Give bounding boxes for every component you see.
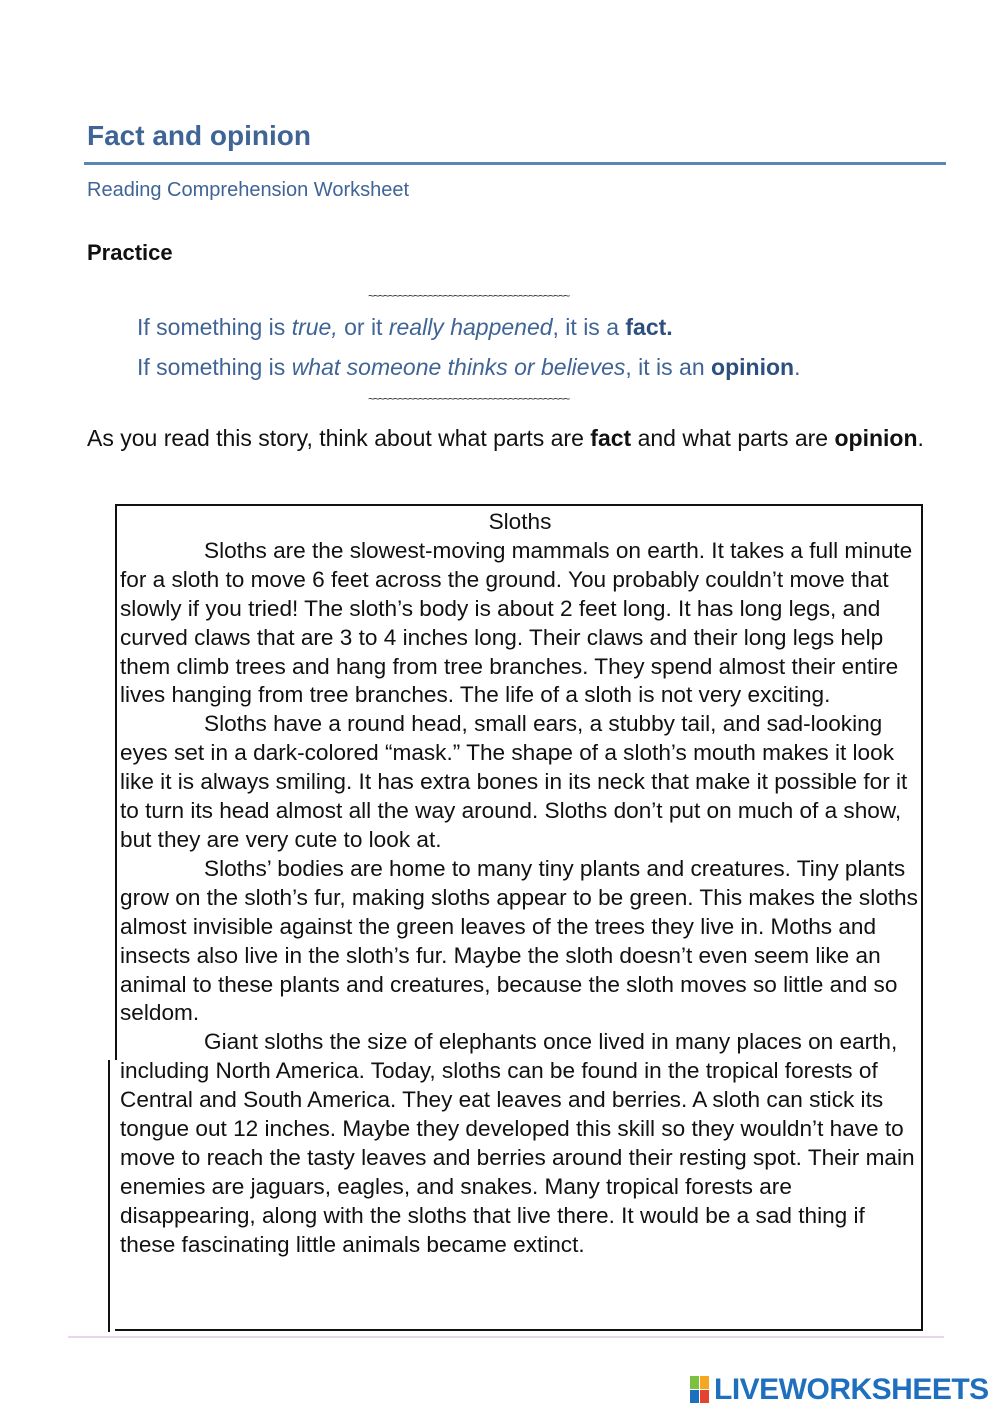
story-box-left-border-bottom: [108, 1060, 110, 1332]
instructions-text: As you read this story, think about what parts are fact and what parts are opinion.: [87, 425, 924, 451]
story-paragraph: Sloths have a round head, small ears, a stubby tail, and sad-looking eyes set in a dark-colored “mask.” The shape of a sloth’s mouth makes it look like it is always smiling. It has extra bones in its neck that make it possible for it to turn its head almost all the way around. Sloths don’t put on much of a show, but they are very cute to look at.: [120, 711, 908, 852]
story-title: Sloths: [488, 509, 552, 534]
fact-rule: If something is true, or it really happened, it is a fact.: [137, 314, 673, 340]
story-text: [120, 508, 926, 1260]
opinion-rule: If something is what someone thinks or believes, it is an opinion.: [137, 354, 801, 380]
page-subtitle: Reading Comprehension Worksheet: [87, 179, 410, 201]
story-paragraph: Giant sloths the size of elephants once lived in many places on earth, including North America. Today, sloths can be found in the tropical forests of Central and South America. They eat leaves and berries. A sloth can stick its tongue out 12 inches. Maybe they developed this skill so they wouldn’t have to move to reach the tasty leaves and berries around their resting spot. Their main enemies are jaguars, eagles, and snakes. Many tropical forests are disappearing, along with the sloths that live there. It would be a sad thing if these fascinating little animals became extinct.: [120, 1029, 915, 1257]
liveworksheets-logo-text: LIVEWORKSHEETS: [714, 1373, 989, 1406]
page-title: Fact and opinion: [87, 120, 311, 151]
title-underline: [84, 162, 946, 165]
story-paragraph: Sloths are the slowest-moving mammals on earth. It takes a full minute for a sloth to move 6 feet across the ground. You probably couldn’t move that slowly if you tried! The sloth’s body is about 2 feet long. It has long legs, and curved claws that are 3 to 4 inches long. Their claws and their long legs help them climb trees and hang from tree branches. They spend almost their entire lives hanging from tree branches. The life of a sloth is not very exciting.: [120, 537, 913, 708]
liveworksheets-logo: [690, 1372, 989, 1408]
story-paragraph: Sloths’ bodies are home to many tiny plants and creatures. Tiny plants grow on the sloth’s fur, making sloths appear to be green. This makes the sloths almost invisible against the green leaves of the trees they live in. Moths and insects also live in the sloth’s fur. Maybe the sloth doesn’t even seem like an animal to these plants and creatures, because the sloth moves so little and so seldom.: [120, 855, 918, 1026]
tilde-divider-bottom: ~~~~~~~~~~~~~~~~~~~~~~~~~~~~~~~~~~~~~~~~: [368, 393, 569, 405]
practice-heading: Practice: [87, 240, 173, 265]
footer-divider: [68, 1336, 944, 1338]
tilde-divider-top: ~~~~~~~~~~~~~~~~~~~~~~~~~~~~~~~~~~~~~~~~: [368, 290, 569, 302]
liveworksheets-logo-icon: [690, 1376, 710, 1404]
story-box-left-border-top: [115, 504, 117, 1060]
